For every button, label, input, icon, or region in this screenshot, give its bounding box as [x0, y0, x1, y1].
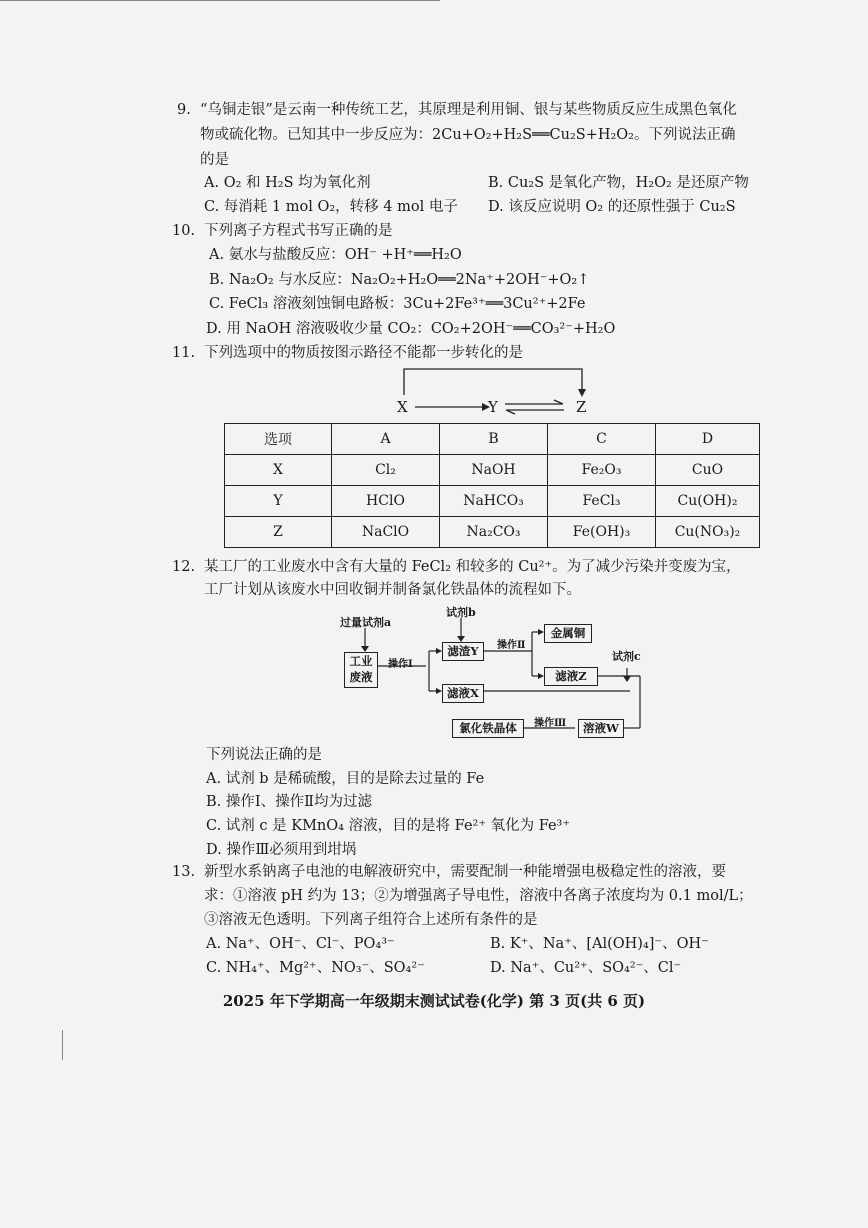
node-y: Y [488, 398, 498, 416]
node-x: X [397, 398, 408, 416]
q13-option-a: A. Na⁺、OH⁻、Cl⁻、PO₄³⁻ [206, 936, 395, 952]
q13-stem-line2: 求：①溶液 pH 约为 13；②为增强离子导电性，溶液中各离子浓度均为 0.1 mol/L； [204, 888, 753, 904]
table-header-cell: A [332, 424, 440, 455]
q12-option-a: A. 试剂 b 是稀硫酸，目的是除去过量的 Fe [206, 771, 485, 787]
q9-option-d: D. 该反应说明 O₂ 的还原性强于 Cu₂S [488, 199, 736, 215]
operation-1-label: 操作Ⅰ [388, 659, 413, 670]
q9-stem-line2: 物或硫化物。已知其中一步反应为：2Cu+O₂+H₂S══Cu₂S+H₂O₂。下列说法正确 [200, 127, 736, 143]
table-cell: NaClO [332, 517, 440, 548]
scan-edge-line [0, 0, 440, 1]
q10-option-c: C. FeCl₃ 溶液刻蚀铜电路板：3Cu+2Fe³⁺══3Cu²⁺+2Fe [209, 296, 586, 312]
table-header-cell: B [440, 424, 548, 455]
q12-question: 下列说法正确的是 [206, 747, 322, 763]
q10-option-a: A. 氨水与盐酸反应：OH⁻ +H⁺══H₂O [209, 247, 462, 263]
scan-margin-mark [62, 1030, 63, 1060]
q12-option-c: C. 试剂 c 是 KMnO₄ 溶液，目的是将 Fe²⁺ 氧化为 Fe³⁺ [206, 818, 571, 834]
table-cell: HClO [332, 486, 440, 517]
question-number: 10. [172, 223, 196, 239]
table-cell: Y [225, 486, 332, 517]
reagent-c-label: 试剂c [612, 650, 641, 663]
question-number: 13. [172, 864, 196, 880]
ferric-chloride-crystal-box: 氯化铁晶体 [452, 719, 524, 738]
node-z: Z [576, 398, 587, 416]
table-cell: Z [225, 517, 332, 548]
q9-option-b: B. Cu₂S 是氧化产物，H₂O₂ 是还原产物 [488, 175, 749, 191]
q9-option-c: C. 每消耗 1 mol O₂，转移 4 mol 电子 [204, 199, 458, 215]
residue-y-box: 滤渣Y [442, 642, 484, 661]
metal-copper-box: 金属铜 [544, 624, 592, 643]
table-header-row [225, 424, 760, 455]
q9-stem-line3: 的是 [200, 152, 229, 168]
question-number: 9. [177, 102, 191, 118]
q11-options-table [224, 423, 760, 548]
q12-stem-line2: 工厂计划从该废水中回收铜并制备氯化铁晶体的流程如下。 [204, 582, 581, 598]
table-row [225, 455, 760, 486]
process-flow-diagram [340, 606, 660, 746]
filtrate-z-box: 滤液Z [544, 667, 598, 686]
table-cell: Na₂CO₃ [440, 517, 548, 548]
q12-option-b: B. 操作Ⅰ、操作Ⅱ均为过滤 [206, 794, 372, 810]
q11-stem: 下列选项中的物质按图示路径不能都一步转化的是 [204, 345, 523, 361]
operation-3-label: 操作Ⅲ [534, 718, 567, 729]
q13-option-b: B. K⁺、Na⁺、[Al(OH)₄]⁻、OH⁻ [490, 936, 709, 952]
x-to-z-arrow [404, 369, 582, 395]
solution-w-box: 溶液W [578, 719, 624, 738]
table-row [225, 486, 760, 517]
arrowhead-to-z [578, 389, 586, 397]
table-cell: Cl₂ [332, 455, 440, 486]
table-cell: Fe₂O₃ [548, 455, 656, 486]
table-cell: Cu(NO₃)₂ [656, 517, 760, 548]
table-header-cell: D [656, 424, 760, 455]
operation-2-label: 操作Ⅱ [497, 640, 526, 651]
filtrate-x-box: 滤液X [442, 684, 484, 703]
table-cell: Fe(OH)₃ [548, 517, 656, 548]
q13-option-d: D. Na⁺、Cu²⁺、SO₄²⁻、Cl⁻ [490, 960, 682, 976]
table-header-cell: C [548, 424, 656, 455]
table-row [225, 517, 760, 548]
question-number: 12. [172, 559, 196, 575]
page-footer: 2025 年下学期高一年级期末测试试卷(化学) 第 3 页(共 6 页) [222, 992, 646, 1010]
table-cell: FeCl₃ [548, 486, 656, 517]
reagent-a-label: 过量试剂a [340, 616, 392, 629]
table-cell: NaHCO₃ [440, 486, 548, 517]
q9-option-a: A. O₂ 和 H₂S 均为氧化剂 [204, 175, 371, 191]
q10-stem: 下列离子方程式书写正确的是 [204, 223, 393, 239]
table-cell: Cu(OH)₂ [656, 486, 760, 517]
reagent-b-label: 试剂b [446, 606, 476, 619]
q12-option-d: D. 操作Ⅲ必须用到坩埚 [206, 842, 357, 858]
q13-option-c: C. NH₄⁺、Mg²⁺、NO₃⁻、SO₄²⁻ [206, 960, 425, 976]
q10-option-b: B. Na₂O₂ 与水反应：Na₂O₂+H₂O══2Na⁺+2OH⁻+O₂↑ [209, 272, 590, 288]
q10-option-d: D. 用 NaOH 溶液吸收少量 CO₂：CO₂+2OH⁻══CO₃²⁻+H₂O [206, 321, 616, 337]
q13-stem-line3: ③溶液无色透明。下列离子组符合上述所有条件的是 [204, 912, 538, 928]
q12-stem-line1: 某工厂的工业废水中含有大量的 FeCl₂ 和较多的 Cu²⁺。为了减少污染并变废为宝， [204, 559, 741, 575]
industrial-wastewater-box: 工业废液 [344, 652, 378, 688]
table-cell: X [225, 455, 332, 486]
table-cell: CuO [656, 455, 760, 486]
q13-stem-line1: 新型水系钠离子电池的电解液研究中，需要配制一种能增强电极稳定性的溶液，要 [204, 864, 726, 880]
table-header-cell: 选项 [225, 424, 332, 455]
question-number: 11. [172, 345, 196, 361]
table-cell: NaOH [440, 455, 548, 486]
q9-stem-line1: “乌铜走银”是云南一种传统工艺，其原理是利用铜、银与某些物质反应生成黑色氧化 [200, 102, 737, 118]
